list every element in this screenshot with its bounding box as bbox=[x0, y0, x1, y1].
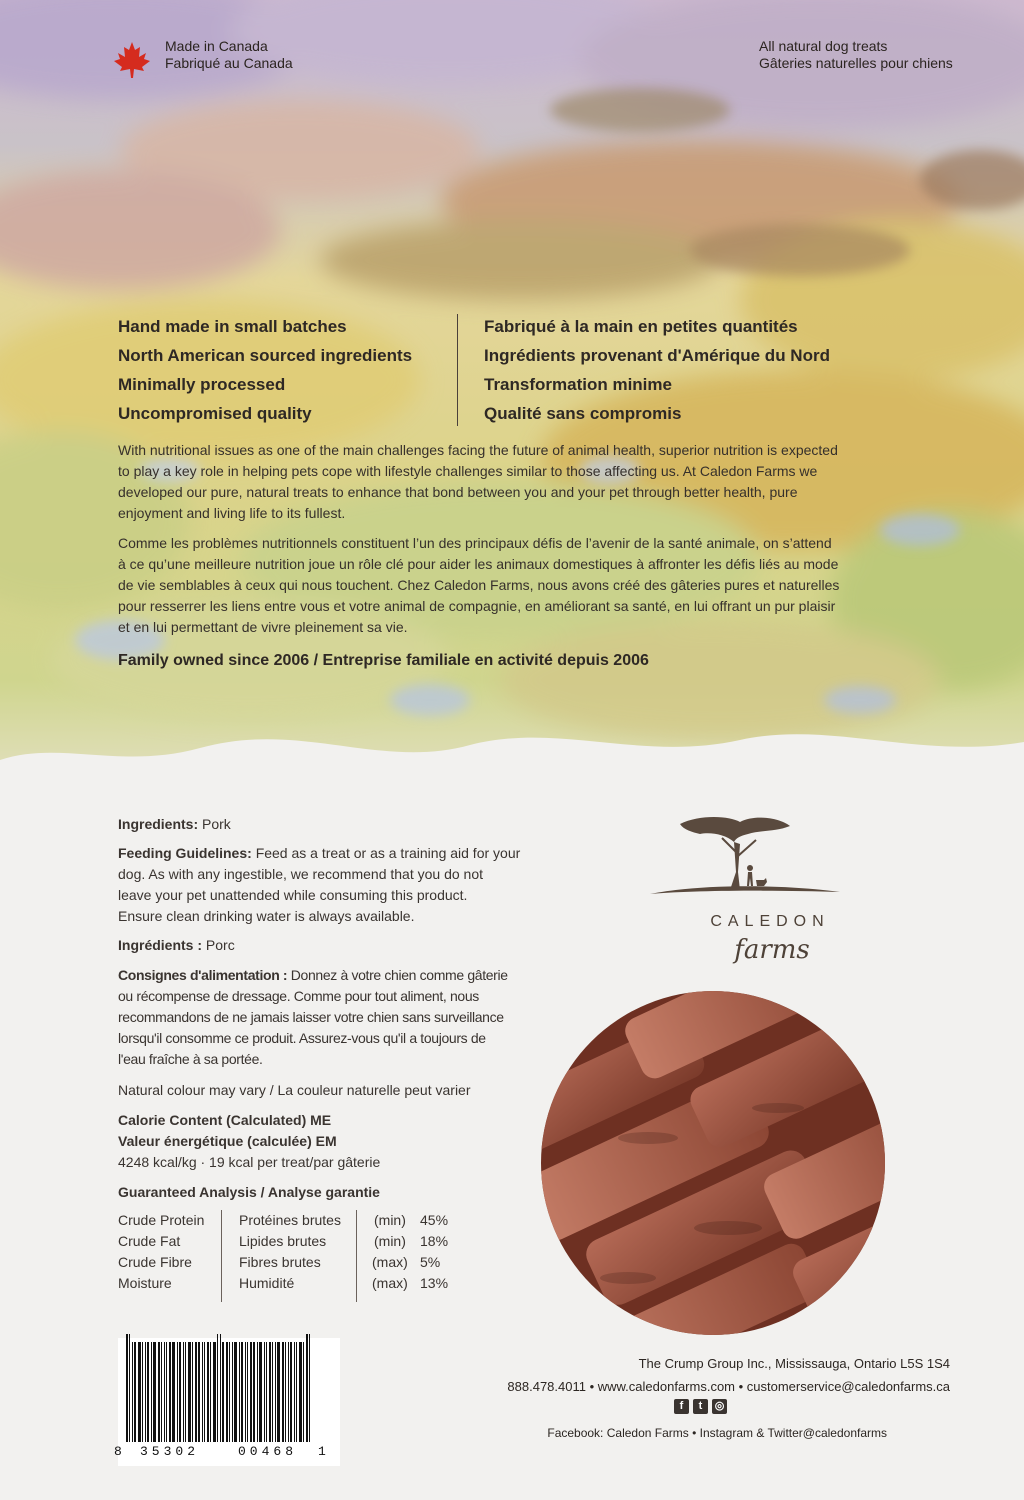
story-french: Comme les problèmes nutritionnels constituent l’un des principaux défis de l’avenir de la santé animale, on s’attend à ce qu’une meilleure nutrition joue un rôle clé pour aider les animaux domestiques à affronter les défis liés au mode de vie semblables à ceux qui nous touchent. Chez Caledon Farms, nous avons créé des gâteries pures et naturelles pour resserrer les liens entre vous et votre animal de compagnie, en améliorant sa santé, en lui offrant un pur plaisir et en lui permettant de vivre pleinement sa vie. bbox=[118, 535, 840, 635]
made-in-canada: Made in Canada Fabriqué au Canada bbox=[165, 38, 293, 71]
logo-wordmark-top: CALEDON bbox=[710, 913, 830, 930]
feature-item: Fabriqué à la main en petites quantités bbox=[484, 317, 798, 336]
product-photo bbox=[538, 988, 888, 1338]
caledon-farms-logo bbox=[640, 812, 900, 972]
upc-barcode bbox=[114, 1338, 340, 1466]
feature-item: Qualité sans compromis bbox=[484, 404, 682, 423]
consignes-alimentation: Consignes d'alimentation : Donnez à votre chien comme gâterie ou récompense de dressage. Comme pour tout aliment, nous recommandons de ne jamais laisser votre chien sans surveillance lorsqu'il consomme ce produit. Assurez-vous qu'il a toujours de l'eau fraîche à sa portée. bbox=[118, 967, 508, 1067]
barcode-digits: 00468 bbox=[238, 1444, 298, 1459]
barcode-bars bbox=[126, 1342, 332, 1442]
table-divider bbox=[221, 1210, 222, 1302]
product-tagline: All natural dog treats Gâteries naturelles pour chiens bbox=[759, 38, 953, 71]
package-back: Made in Canada Fabriqué au Canada All natural dog treats Gâteries naturelles pour chiens Hand made in small batches North American sourced ingredients Minimally processed Uncompromised quality Fabriqué à la main en petites quantités Ingrédients provenant d'Amérique du Nord Transformation minime Qualité sans compromis With nutritional issues as one of the main challenges facing the future of animal health, superior nutrition is expected to play a key role in helping pets cope with lifestyle challenges similar to those affecting us. At Caledon Farms we developed our pure, natural treats to enhance that bond between you and your pet through better health, pure enjoyment and living life to its fullest. Comme les problèmes nutritionnels constituent l’un des principaux défis de l’avenir de la santé animale, on s’attend à ce qu’une meilleure nutrition joue un rôle clé pour aider les animaux domestiques à affronter les défis liés au mode de vie semblables à ceux qui nous touchent. Chez Caledon Farms, nous avons créé des gâteries pures et naturelles pour resserrer les liens entre vous et votre animal de compagnie, en améliorant sa santé, en lui offrant un pur plaisir et en lui permettant de vivre pleinement sa vie. Family owned since 2006 / Entreprise familiale en activité depuis 2006 Ingredients: Pork Feeding Guidelines: Feed as a treat or as a training aid for your dog. As with any ingestible, we recommend that you do not leave your pet unattended while consuming this product. Ensure clean drinking water is always available. Ingrédients : Porc Consignes d'alimentation : Donnez à votre chien comme gâterie ou récompense de dressage. Comme pour tout aliment, nous recommandons de ne jamais laisser votre chien sans surveillance lorsqu'il consomme ce produit. Assurez-vous qu'il a toujours de l'eau fraîche à sa portée. Natural colour may vary / La couleur naturelle peut varier Calorie Content (Calculated) ME Valeur énergétique (calculée) EM 4248 kcal/kg · 19 kcal per treat/par gâterie Guaranteed Analysis / Analyse garantie Crude Protein Protéines brutes (min) 45% Crude Fat Lipides brutes (min) 18% Crude Fibre Fibres brutes (max) 5% Moisture Humidité (max) 13% CALEDON farms 8 35302 00468 1 The Crump Group Inc., Mississauga, Ontario L5S 1S4 888.478.4011 • www.caledonfarms.com • customerservice@caledonfarms.ca f t ◎ Facebook: Caledon Farms • Instagram & Twitter@caledonfarms bbox=[0, 0, 1024, 1500]
feature-item: Transformation minime bbox=[484, 375, 672, 394]
twitter-icon: t bbox=[693, 1399, 708, 1414]
social-handles: Facebook: Caledon Farms • Instagram & Twitter@caledonfarms bbox=[547, 1426, 887, 1440]
ingredients-en: Ingredients: Pork bbox=[118, 816, 231, 832]
feature-item: Minimally processed bbox=[118, 375, 286, 394]
feature-item: North American sourced ingredients bbox=[118, 346, 413, 365]
feature-item: Uncompromised quality bbox=[118, 404, 312, 423]
feature-item: Ingrédients provenant d'Amérique du Nord bbox=[484, 346, 830, 365]
feeding-guidelines: Feeding Guidelines: Feed as a treat or as a training aid for your dog. As with any ingestible, we recommend that you do not leave your pet unattended while consuming this product. Ensure clean drinking water is always available. bbox=[118, 845, 521, 924]
story-english: With nutritional issues as one of the main challenges facing the future of animal health, superior nutrition is expected to play a key role in helping pets cope with lifestyle challenges similar to those affecting us. At Caledon Farms we developed our pure, natural treats to enhance that bond between you and your pet through better health, pure enjoyment and living life to its fullest. bbox=[118, 442, 838, 521]
feature-divider bbox=[457, 314, 458, 426]
barcode-digit: 8 bbox=[114, 1444, 122, 1459]
features-french bbox=[484, 312, 830, 428]
barcode-digit: 1 bbox=[318, 1444, 326, 1459]
features-english bbox=[118, 312, 412, 428]
social-icons bbox=[674, 1398, 731, 1416]
calorie-content: Calorie Content (Calculated) ME Valeur énergétique (calculée) EM 4248 kcal/kg · 19 kcal per treat/par gâterie bbox=[118, 1112, 381, 1170]
family-owned-statement: Family owned since 2006 / Entreprise familiale en activité depuis 2006 bbox=[118, 652, 649, 669]
analysis-title: Guaranteed Analysis / Analyse garantie bbox=[118, 1184, 380, 1200]
ingredients-fr: Ingrédients : Porc bbox=[118, 937, 235, 953]
maple-leaf-icon bbox=[112, 40, 152, 80]
facebook-icon: f bbox=[674, 1399, 689, 1414]
company-address: The Crump Group Inc., Mississauga, Ontario L5S 1S4 bbox=[638, 1356, 950, 1371]
feature-item: Hand made in small batches bbox=[118, 317, 347, 336]
table-divider bbox=[356, 1210, 357, 1302]
contact-line: 888.478.4011 • www.caledonfarms.com • customerservice@caledonfarms.ca bbox=[507, 1379, 950, 1394]
colour-note: Natural colour may vary / La couleur naturelle peut varier bbox=[118, 1082, 471, 1098]
instagram-icon: ◎ bbox=[712, 1399, 727, 1414]
logo-wordmark-bottom: farms bbox=[734, 935, 810, 965]
barcode-digits: 35302 bbox=[140, 1444, 200, 1459]
